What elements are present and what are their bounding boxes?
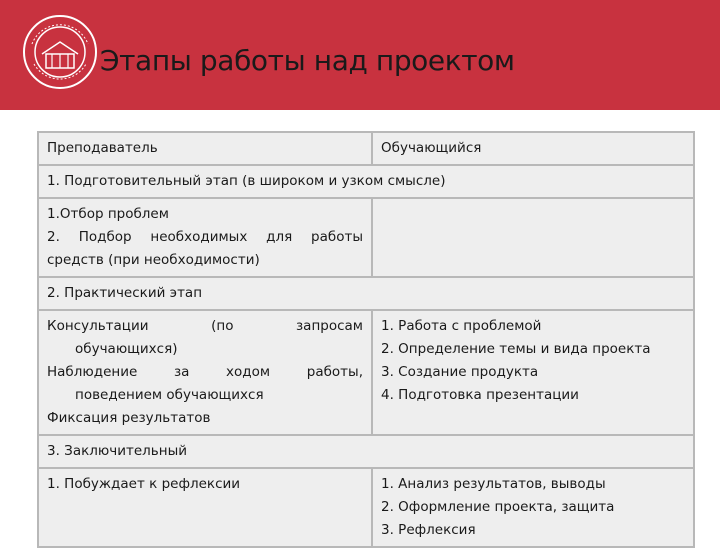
university-seal-icon <box>22 14 98 90</box>
page-title: Этапы работы над проектом <box>100 44 515 77</box>
stage1-teacher-cell <box>38 198 372 277</box>
list-item: 2. Определение темы и вида проекта <box>381 341 651 357</box>
list-item: 1.Отбор проблем <box>47 206 169 222</box>
header-bar <box>0 0 720 110</box>
header-cell-student: Обучающийся <box>372 132 694 165</box>
list-item: 3. Создание продукта <box>381 364 539 380</box>
list-item: обучающихся) <box>75 341 178 357</box>
list-item: средств (при необходимости) <box>47 252 260 268</box>
list-item: поведением обучающихся <box>75 387 264 403</box>
stages-table <box>37 131 695 548</box>
table-row <box>38 310 694 435</box>
stage1-heading: 1. Подготовительный этап (в широком и узком смысле) <box>38 165 694 198</box>
list-item: 1. Работа с проблемой <box>381 318 542 334</box>
list-item: Фиксация результатов <box>47 410 211 426</box>
stage3-student-cell <box>372 468 694 547</box>
stage2-teacher-cell <box>38 310 372 435</box>
stage2-heading: 2. Практический этап <box>38 277 694 310</box>
stage2-student-cell <box>372 310 694 435</box>
table-row <box>38 198 694 277</box>
list-item: 1. Анализ результатов, выводы <box>381 476 606 492</box>
stage-heading-row <box>38 277 694 310</box>
list-item: Консультации (по запросам <box>47 318 363 334</box>
header-cell-teacher: Преподаватель <box>38 132 372 165</box>
table-header-row <box>38 132 694 165</box>
stage-heading-row <box>38 435 694 468</box>
stage1-student-cell <box>372 198 694 277</box>
stage3-heading: 3. Заключительный <box>38 435 694 468</box>
list-item: Наблюдение за ходом работы, <box>47 364 363 380</box>
list-item: 2. Подбор необходимых для работы <box>47 229 363 245</box>
list-item: 4. Подготовка презентации <box>381 387 579 403</box>
stage3-teacher-cell <box>38 468 372 547</box>
list-item: 3. Рефлексия <box>381 522 476 538</box>
stage-heading-row <box>38 165 694 198</box>
table-row <box>38 468 694 547</box>
list-item: 2. Оформление проекта, защита <box>381 499 615 515</box>
list-item: 1. Побуждает к рефлексии <box>47 476 241 492</box>
